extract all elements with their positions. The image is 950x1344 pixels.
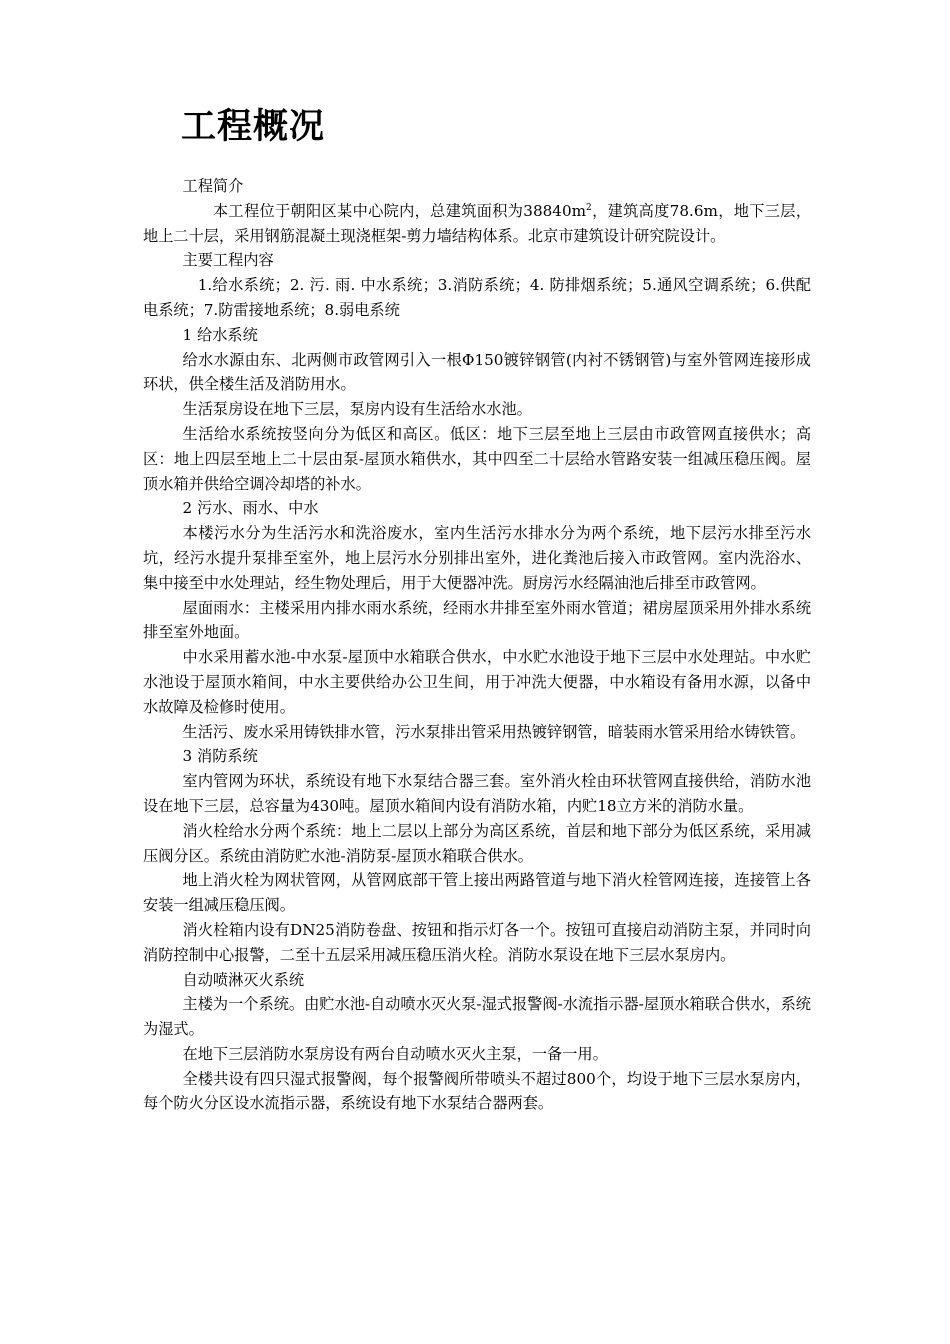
intro-text-part2: ，建筑高度78.6m，地下三层，地上二十层，采用钢筋混凝土现浇框架-剪力墙结构体系。北京市建筑设计研究院设计。 — [143, 201, 812, 245]
intro-text-part1: 本工程位于朝阳区某中心院内，总建筑面积为38840m — [212, 201, 587, 220]
paragraph: 主楼为一个系统。由贮水池-自动喷水灭火泵-湿式报警阀-水流指示器-屋顶水箱联合供水，系统为湿式。 — [143, 995, 811, 1039]
section-heading-main: 主要工程内容 — [182, 251, 274, 270]
heading-drainage: 2 污水、雨水、中水 — [182, 499, 319, 518]
document-title: 工程概况 — [181, 107, 326, 147]
paragraph: 中水采用蓄水池-中水泵-屋顶中水箱联合供水，中水贮水池设于地下三层中水处理站。中水贮水池设于屋顶水箱间，中水主要供给办公卫生间，用于冲洗大便器，中水箱设有备用水源，以备中水故障及检修时使用。 — [143, 648, 811, 716]
paragraph-intro — [143, 199, 811, 249]
paragraph: 本楼污水分为生活污水和洗浴废水，室内生活污水排水分为两个系统，地下层污水排至污水坑，经污水提升泵排至室外，地上层污水分别排出室外，进化粪池后接入市政管网。室内洗浴水、集中接至中水处理站，经生物处理后，用于大便器冲洗。厨房污水经隔油池后排至市政管网。 — [143, 524, 811, 592]
paragraph: 消火栓箱内设有DN25消防卷盘、按钮和指示灯各一个。按钮可直接启动消防主泵，并同时向消防控制中心报警，二至十五层采用减压稳压消火栓。消防水泵设在地下三层水泵房内。 — [143, 920, 811, 964]
document-body — [143, 174, 811, 1116]
heading-sprinkler-system: 自动喷淋灭火系统 — [182, 970, 305, 989]
heading-fire-protection: 3 消防系统 — [182, 747, 258, 766]
paragraph: 室内管网为环状，系统设有地下水泵结合器三套。室外消火栓由环状管网直接供给，消防水池设在地下三层，总容量为430吨。屋顶水箱间内设有消防水箱，内贮18立方米的消防水量。 — [143, 772, 811, 815]
paragraph: 地上消火栓为网状管网，从管网底部干管上接出两路管道与地下消火栓管网连接，连接管上各安装一组减压稳压阀。 — [143, 871, 811, 915]
paragraph: 消火栓给水分两个系统：地上二层以上部分为高区系统，首层和地下部分为低区系统，采用减压阀分区。系统由消防贮水池-消防泵-屋顶水箱联合供水。 — [143, 821, 811, 865]
heading-water-supply: 1 给水系统 — [182, 325, 258, 344]
paragraph-main-list: 1.给水系统；2. 污. 雨. 中水系统；3.消防系统；4. 防排烟系统；5.通风空调系统；6.供配电系统；7.防雷接地系统；8.弱电系统 — [143, 276, 811, 319]
paragraph: 全楼共设有四只湿式报警阀，每个报警阀所带喷头不超过800个，均设于地下三层水泵房内，每个防火分区设水流指示器，系统设有地下水泵结合器两套。 — [143, 1069, 811, 1113]
superscript-2: 2 — [586, 202, 592, 213]
paragraph: 给水水源由东、北两侧市政管网引入一根Φ150镀锌钢管(内衬不锈钢管)与室外管网连接形成环状，供全楼生活及消防用水。 — [143, 350, 811, 394]
paragraph: 屋面雨水：主楼采用内排水雨水系统，经雨水井排至室外雨水管道；裙房屋顶采用外排水系统排至室外地面。 — [143, 598, 811, 642]
paragraph: 生活泵房设在地下三层，泵房内设有生活给水水池。 — [182, 400, 532, 419]
paragraph: 生活给水系统按竖向分为低区和高区。低区：地下三层至地上三层由市政管网直接供水；高区：地上四层至地上二十层由泵-屋顶水箱供水，其中四至二十层给水管路安装一组减压稳压阀。屋顶水箱并供给空调冷却塔的补水。 — [143, 424, 811, 493]
paragraph: 在地下三层消防水泵房设有两台自动喷水灭火主泵，一备一用。 — [182, 1044, 608, 1063]
paragraph: 生活污、废水采用铸铁排水管，污水泵排出管采用热镀锌钢管，暗装雨水管采用给水铸铁管。 — [182, 722, 806, 741]
section-heading-intro: 工程简介 — [182, 177, 244, 195]
